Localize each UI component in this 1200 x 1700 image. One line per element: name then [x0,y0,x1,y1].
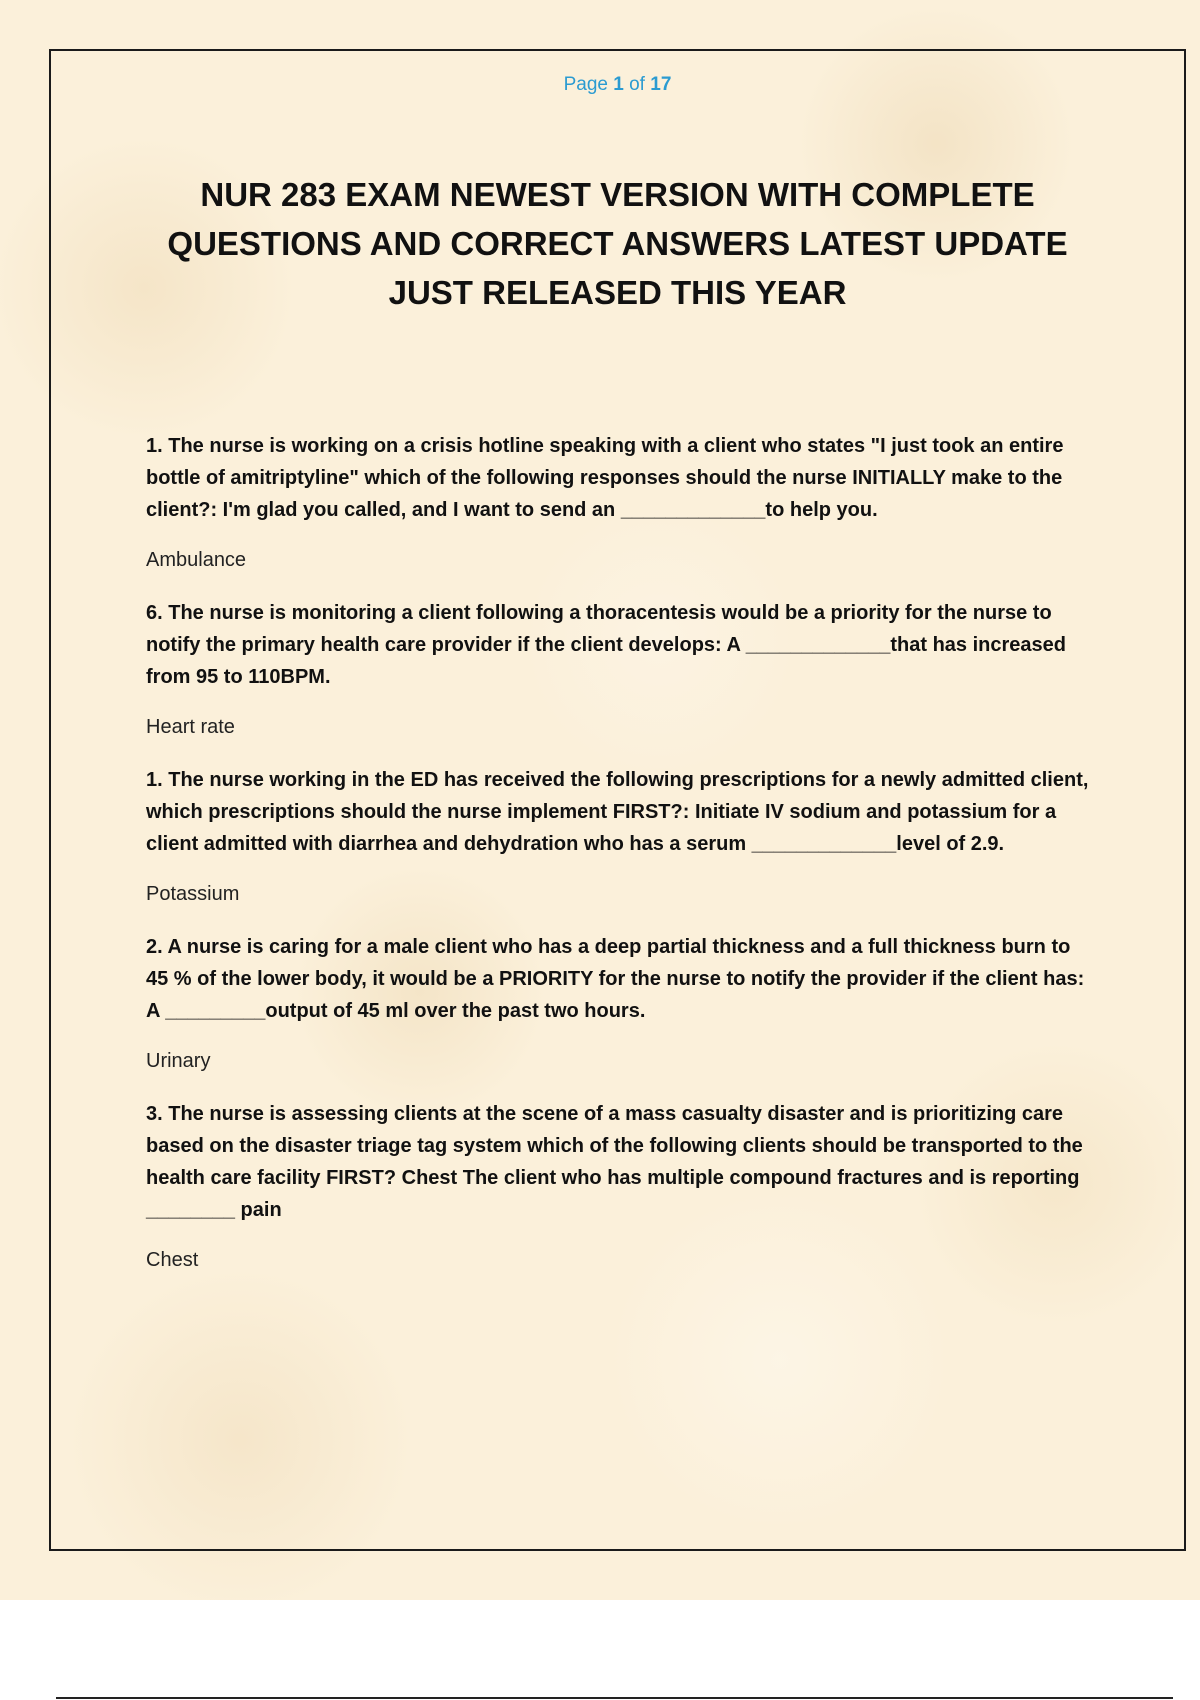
question-item [146,764,1091,908]
page-current: 1 [613,74,624,95]
question-text: 1. The nurse is working on a crisis hotline speaking with a client who states "I just took an entire bottle of amitriptyline" which of the following responses should the nurse INITIALLY make to the client?: I'm glad you called, and I want to send an _____________to help you. [146,435,1064,521]
answer-text: Ambulance [146,549,247,571]
title-line: NUR 283 EXAM NEWEST VERSION WITH COMPLETE [200,176,1035,213]
page-of-label: of [629,74,645,95]
page-indicator [0,74,1200,96]
question-item [146,597,1091,741]
question-text: 1. The nurse working in the ED has received the following prescriptions for a newly admitted client, which prescriptions should the nurse implement FIRST?: Initiate IV sodium and potassium for a client admitted with diarrhea and dehydration who has a serum _____________level of 2.9. [146,769,1089,855]
title-line: JUST RELEASED THIS YEAR [388,274,847,311]
question-text: 3. The nurse is assessing clients at the scene of a mass casualty disaster and is prioritizing care based on the disaster triage tag system which of the following clients should be transported to the health care facility FIRST? Chest The client who has multiple compound fractures and is reporting ________ pain [146,1103,1083,1221]
answer-text: Urinary [146,1050,211,1072]
title-line: QUESTIONS AND CORRECT ANSWERS LATEST UPDATE [167,225,1068,262]
question-item [146,1098,1091,1274]
question-text: 6. The nurse is monitoring a client following a thoracentesis would be a priority for the nurse to notify the primary health care provider if the client develops: A _____________that has increased from 95 to 110BPM. [146,602,1066,688]
question-text: 2. A nurse is caring for a male client who has a deep partial thickness and a full thickness burn to 45 % of the lower body, it would be a PRIORITY for the nurse to notify the provider if the client has: A _________output of 45 ml over the past two hours. [146,936,1085,1022]
question-list [146,430,1091,1297]
page-label: Page [563,74,608,95]
answer-text: Heart rate [146,716,235,738]
answer-text: Chest [146,1249,199,1271]
page-total: 17 [650,74,672,95]
document-title [100,170,1135,317]
question-item [146,931,1091,1075]
bottom-divider [56,1697,1173,1699]
question-item [146,430,1091,574]
answer-text: Potassium [146,883,240,905]
